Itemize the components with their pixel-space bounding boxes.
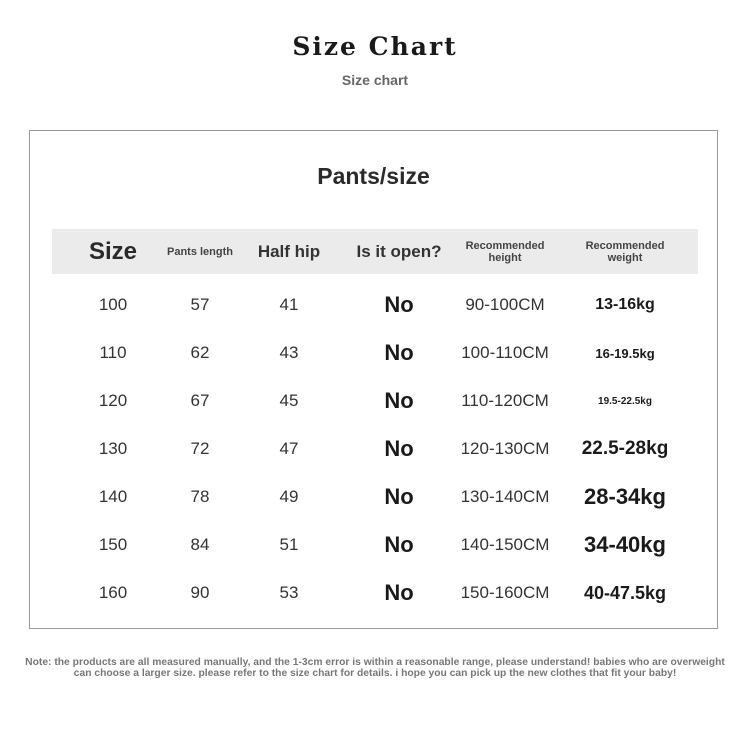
cell-hip: 53: [279, 583, 299, 602]
header-recommended-height: Recommended height: [465, 239, 545, 264]
cell-open: No: [384, 580, 414, 605]
cell-open: No: [384, 532, 414, 557]
cell-weight: 28-34kg: [584, 484, 666, 509]
cell-height: 130-140CM: [460, 487, 550, 506]
cell-length: 90: [190, 583, 210, 602]
page-title: Size Chart: [292, 32, 458, 61]
cell-weight: 19.5-22.5kg: [598, 395, 652, 407]
table-header: [52, 229, 698, 274]
cell-weight: 16-19.5kg: [595, 345, 655, 361]
cell-size: 120: [98, 391, 128, 410]
cell-size: 140: [98, 487, 128, 506]
cell-size: 130: [98, 439, 128, 458]
cell-weight: 13-16kg: [595, 296, 655, 313]
cell-hip: 43: [279, 343, 299, 362]
page-subtitle: Size chart: [341, 72, 409, 88]
table-row: [52, 281, 698, 329]
header-pants-length: Pants length: [166, 245, 233, 258]
cell-size: 160: [98, 583, 128, 602]
table-row: [52, 377, 698, 425]
header-is-open: Is it open?: [356, 241, 442, 261]
cell-length: 72: [190, 439, 210, 458]
cell-length: 78: [190, 487, 210, 506]
cell-open: No: [384, 292, 414, 317]
cell-hip: 45: [279, 391, 299, 410]
header-half-hip: Half hip: [257, 241, 321, 261]
cell-size: 150: [98, 535, 128, 554]
cell-weight: 22.5-28kg: [581, 438, 669, 459]
cell-open: No: [384, 436, 414, 461]
table-row: [52, 521, 698, 569]
cell-length: 62: [190, 343, 210, 362]
cell-hip: 49: [279, 487, 299, 506]
table-row: [52, 473, 698, 521]
header-size: Size: [88, 237, 138, 265]
cell-weight: 34-40kg: [584, 532, 666, 557]
table-body: [52, 281, 698, 617]
cell-size: 100: [98, 295, 128, 314]
cell-height: 150-160CM: [460, 583, 550, 602]
table-row: [52, 329, 698, 377]
cell-height: 110-120CM: [461, 391, 549, 410]
cell-hip: 51: [279, 535, 299, 554]
panel-title: Pants/size: [317, 163, 430, 189]
cell-open: No: [384, 388, 414, 413]
header-recommended-weight: Recommended weight: [585, 239, 665, 264]
cell-size: 110: [99, 343, 127, 362]
cell-length: 57: [190, 295, 210, 314]
footer-note: Note: the products are all measured manually, and the 1-3cm error is within a reasonable range, please understand! babies who are overweight can choose a larger size. please refer to the size chart for details. i hope you can pick up the new clothes that fit your baby!: [25, 657, 725, 679]
cell-open: No: [384, 484, 414, 509]
cell-height: 140-150CM: [460, 535, 550, 554]
table-row: [52, 425, 698, 473]
cell-height: 100-110CM: [461, 343, 549, 362]
cell-hip: 47: [279, 439, 299, 458]
cell-open: No: [384, 340, 414, 365]
cell-hip: 41: [279, 295, 299, 314]
table-row: [52, 569, 698, 617]
cell-length: 84: [190, 535, 210, 554]
size-table-panel: [29, 130, 718, 629]
cell-length: 67: [190, 391, 210, 410]
cell-height: 120-130CM: [460, 439, 550, 458]
cell-weight: 40-47.5kg: [583, 582, 667, 603]
cell-height: 90-100CM: [465, 295, 545, 314]
